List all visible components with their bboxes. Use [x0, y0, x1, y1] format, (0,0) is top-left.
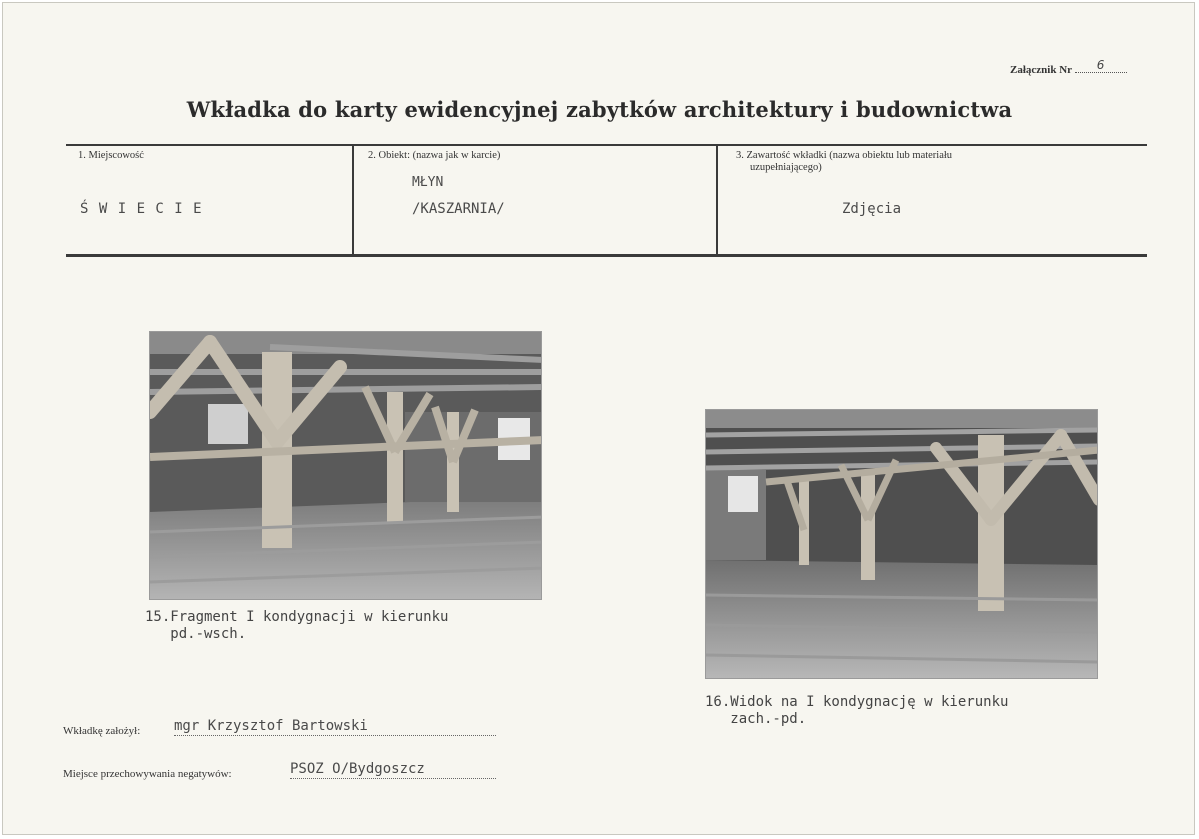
page-title: Wkładka do karty ewidencyjnej zabytków architektury i budownictwa — [186, 97, 1013, 122]
photo-15-caption-line1: 15.Fragment I kondygnacji w kierunku — [145, 609, 449, 625]
locality-value: Ś W I E C I E — [80, 201, 203, 217]
storage-value: PSOZ O/Bydgoszcz — [290, 761, 496, 779]
storage-label: Miejsce przechowywania negatywów: — [63, 768, 232, 780]
contents-label-line1: 3. Zawartość wkładki (nazwa obiektu lub materiału — [736, 150, 953, 161]
founder-value: mgr Krzysztof Bartowski — [174, 718, 496, 736]
object-label: 2. Obiekt: (nazwa jak w karcie) — [368, 150, 501, 161]
photo-15-caption-line2: pd.-wsch. — [145, 626, 247, 642]
photo-16-caption-line2: zach.-pd. — [705, 711, 807, 727]
table-divider-2 — [716, 146, 718, 254]
table-top-rule — [66, 144, 1147, 146]
table-divider-1 — [352, 146, 354, 254]
founder-label: Wkładkę założył: — [63, 725, 141, 737]
table-bottom-rule — [66, 254, 1147, 257]
object-name-line2: /KASZARNIA/ — [412, 201, 505, 217]
photo-16-caption-line1: 16.Widok na I kondygnację w kierunku — [705, 694, 1009, 710]
contents-label-line2: uzupełniającego) — [750, 162, 822, 173]
locality-label: 1. Miejscowość — [78, 150, 144, 161]
attic-truss-photo-15 — [150, 332, 542, 600]
photo-15 — [149, 331, 542, 600]
attachment-number-value: 6 — [1075, 58, 1127, 73]
attachment-number — [1010, 58, 1170, 77]
object-name-line1: MŁYN — [412, 175, 444, 190]
attachment-label: Załącznik Nr — [1010, 64, 1072, 76]
contents-value: Zdjęcia — [842, 201, 902, 217]
attic-truss-photo-16 — [706, 410, 1098, 679]
photo-16 — [705, 409, 1098, 679]
